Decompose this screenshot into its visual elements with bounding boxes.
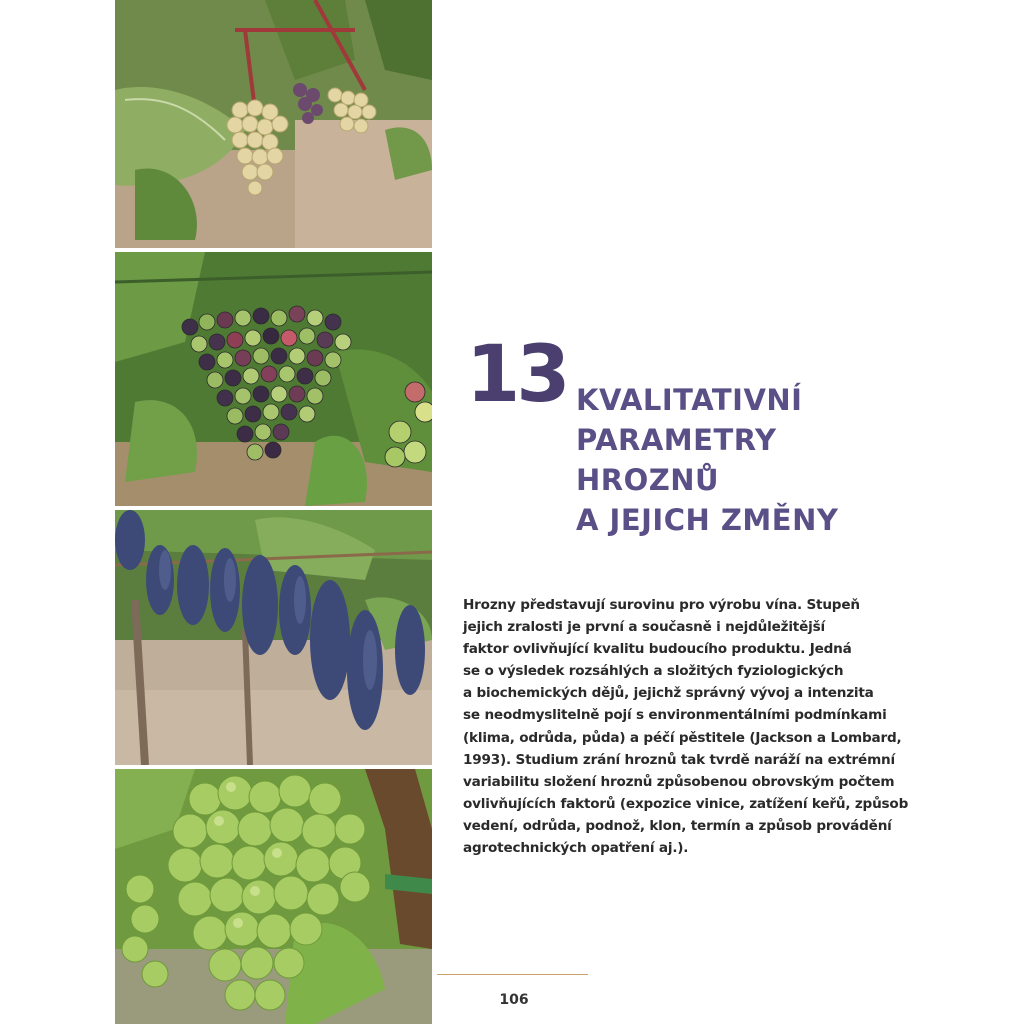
grape-photo-blue-clusters-image — [115, 510, 432, 765]
grape-photo-veraison — [115, 252, 432, 506]
paragraph-line: agrotechnických opatření aj.). — [463, 840, 689, 857]
paragraph-line: jejich zralosti je první a současně i nejdůležitější — [463, 619, 825, 636]
chapter-title-line: A JEJICH ZMĚNY — [576, 503, 839, 537]
paragraph-line: Hrozny představují surovinu pro výrobu vína. Stupeň — [463, 597, 860, 613]
paragraph-line: variabilitu složení hroznů způsobenou obrovským počtem — [463, 773, 895, 790]
grape-photo-green-cluster — [115, 769, 432, 1024]
footer-divider — [437, 974, 588, 975]
paragraph-line: 1993). Studium zrání hroznů tak tvrdě naráží na extrémní — [463, 751, 895, 768]
paragraph-line: ovlivňujících faktorů (expozice vinice, zatížení keřů, způsob — [463, 795, 909, 812]
chapter-title-line: PARAMETRY — [576, 423, 777, 457]
intro-paragraph — [463, 594, 909, 859]
paragraph-line: se neodmyslitelně pojí s environmentálními podmínkami — [463, 707, 887, 724]
chapter-title-line: HROZNŮ — [576, 463, 720, 497]
paragraph-line: (klima, odrůda, půda) a péčí pěstitele (Jackson a Lombard, — [463, 729, 902, 746]
chapter-title — [576, 380, 906, 540]
grape-photo-green-cluster-image — [115, 769, 432, 1024]
grape-photo-blue-clusters — [115, 510, 432, 765]
paragraph-line: faktor ovlivňující kvalitu budoucího produktu. Jedná — [463, 641, 852, 658]
paragraph-line: se o výsledek rozsáhlých a složitých fyziologických — [463, 663, 844, 680]
grape-photo-white-ripening — [115, 0, 432, 248]
paragraph-line: vedení, odrůda, podnož, klon, termín a způsob provádění — [463, 817, 892, 834]
page-number: 106 — [499, 992, 529, 1008]
grape-photo-white-ripening-image — [115, 0, 432, 248]
paragraph-line: a biochemických dějů, jejichž správný vývoj a intenzita — [463, 685, 874, 702]
grape-photo-veraison-image — [115, 252, 432, 506]
chapter-title-line: KVALITATIVNÍ — [576, 383, 803, 417]
chapter-number: 13 — [466, 330, 567, 420]
photo-column — [115, 0, 432, 1024]
